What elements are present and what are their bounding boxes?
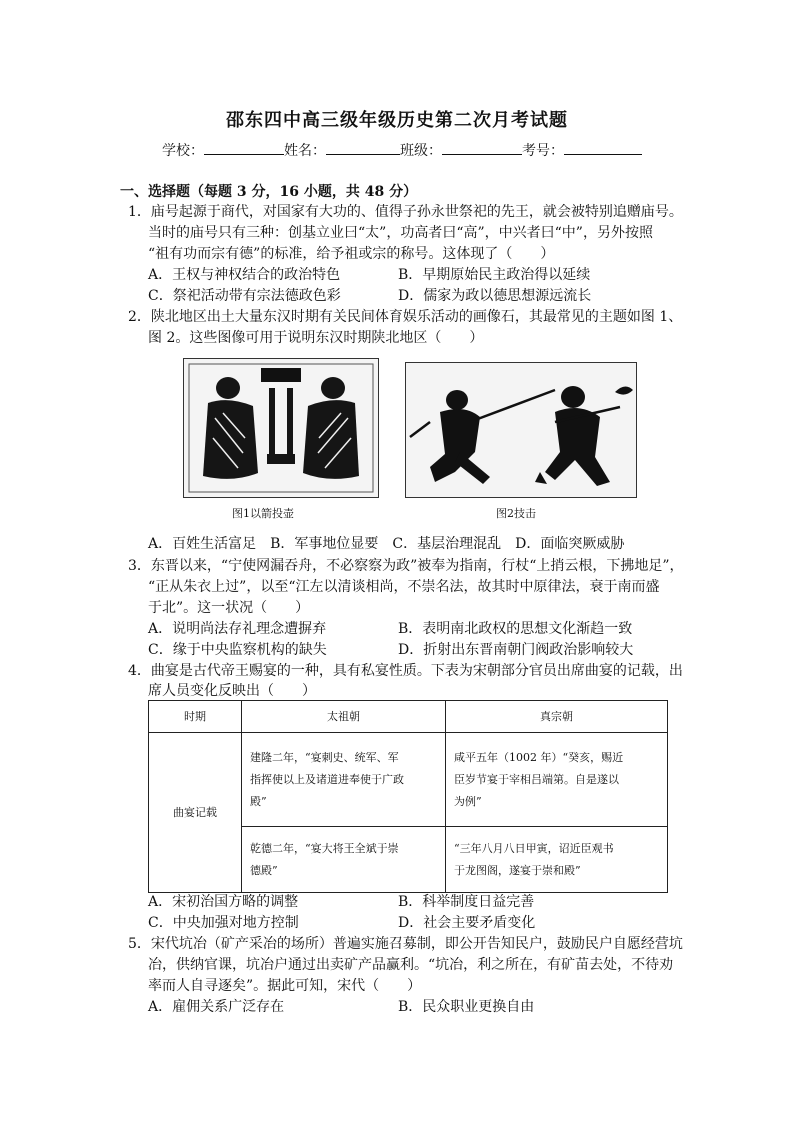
q3-option-c[interactable]: C．缘于中央监察机构的缺失 xyxy=(148,642,327,658)
q3-option-a[interactable]: A．说明尚法存礼理念遭摒弃 xyxy=(148,621,327,637)
table-cell-taizu-1 xyxy=(242,733,446,827)
page-title: 邵东四中高三级年级历史第二次月考试题 xyxy=(226,110,568,131)
cell-text-line: “三年八月八日甲寅，诏近臣观书 xyxy=(453,841,614,855)
q1-option-d[interactable]: D．儒家为政以德思想源远流长 xyxy=(398,288,592,304)
cell-text-line: 为例” xyxy=(453,794,482,808)
table-cell-taizu-2 xyxy=(242,827,446,893)
q1-line-1: 1．庙号起源于商代，对国家有大功的、值得子孙永世祭祀的先王，就会被特别追赠庙号。 xyxy=(128,204,683,220)
cell-text-line: 德殿” xyxy=(250,863,278,877)
cell-text-line: 殿” xyxy=(250,794,267,808)
q1-option-c[interactable]: C．祭祀活动带有宗法德政色彩 xyxy=(148,288,341,304)
banquet-record-table xyxy=(148,700,668,893)
q5-option-a[interactable]: A．雇佣关系广泛存在 xyxy=(148,999,285,1015)
cell-text-line: 乾德二年，“宴大将王全斌于崇 xyxy=(250,841,399,855)
class-blank[interactable] xyxy=(442,140,522,155)
q2-options[interactable]: A．百姓生活富足 B．军事地位显要 C．基层治理混乱 D．面临突厥威胁 xyxy=(148,536,625,552)
cell-text-line: 指挥使以上及诸道进奉使于广政 xyxy=(250,772,404,786)
q4-line-1: 4．曲宴是古代帝王赐宴的一种，具有私宴性质。下表为宋朝部分官员出席曲宴的记载，出 xyxy=(128,663,683,679)
name-blank[interactable] xyxy=(326,140,400,155)
q3-line-1: 3．东晋以来，“宁使网漏吞舟，不必察察为政”被奉为指南，行杖“上捎云根，下拂地足”， xyxy=(128,558,684,574)
q3-line-2: “正从朱衣上过”，以至“江左以清谈相尚，不崇名法，故其时中原律法，衰于南而盛 xyxy=(148,579,660,595)
q2-line-2: 图 2。这些图像可用于说明东汉时期陕北地区（ ） xyxy=(148,330,484,346)
school-blank[interactable] xyxy=(204,140,284,155)
name-label: 姓名： xyxy=(284,143,326,159)
number-label: 考号： xyxy=(522,143,564,159)
q4-option-d[interactable]: D．社会主要矛盾变化 xyxy=(398,915,536,931)
q1-option-a[interactable]: A．王权与神权结合的政治特色 xyxy=(148,267,341,283)
school-label: 学校： xyxy=(162,143,204,159)
q4-option-c[interactable]: C．中央加强对地方控制 xyxy=(148,915,299,931)
number-blank[interactable] xyxy=(564,140,642,155)
cell-text-line: 于龙图阁，遂宴于崇和殿” xyxy=(453,863,581,877)
q1-option-b[interactable]: B．早期原始民主政治得以延续 xyxy=(398,267,591,283)
student-info-row xyxy=(162,140,642,160)
q4-option-a[interactable]: A．宋初治国方略的调整 xyxy=(148,894,299,910)
table-cell-zhenzong-2 xyxy=(445,827,667,893)
figure-1-caption: 图1以箭投壶 xyxy=(232,507,294,520)
table-header-period: 时期 xyxy=(149,701,242,733)
figure-2-image xyxy=(405,362,637,498)
cell-text-line: 咸平五年（1002 年）“癸亥，赐近 xyxy=(453,750,624,764)
cell-text-line: 建隆二年，“宴刺史、统军、军 xyxy=(250,750,399,764)
q4-option-b[interactable]: B．科举制度日益完善 xyxy=(398,894,535,910)
table-row-label: 曲宴记载 xyxy=(149,733,242,893)
q5-line-1: 5．宋代坑冶（矿产采冶的场所）普遍实施召募制，即公开告知民户，鼓励民户自愿经营坑 xyxy=(128,936,683,952)
class-label: 班级： xyxy=(400,143,442,159)
q3-line-3: 于北”。这一状况（ ） xyxy=(148,600,310,616)
figure-1-image xyxy=(183,358,379,498)
q5-option-b[interactable]: B．民众职业更换自由 xyxy=(398,999,535,1015)
cell-text-line: 臣岁节宴于宰相吕端第。自是遂以 xyxy=(453,772,619,786)
table-cell-zhenzong-1 xyxy=(445,733,667,827)
q5-line-2: 冶，供纳官课，坑冶户通过出卖矿产品赢利。“坑冶，利之所在，有矿苗去处，不待劝 xyxy=(148,957,674,973)
table-header-zhenzong: 真宗朝 xyxy=(445,701,667,733)
table-header-taizu: 太祖朝 xyxy=(242,701,446,733)
section-heading: 一、选择题（每题 3 分，16 小题，共 48 分） xyxy=(120,184,418,200)
q3-option-b[interactable]: B．表明南北政权的思想文化渐趋一致 xyxy=(398,621,633,637)
q4-line-2: 席人员变化反映出（ ） xyxy=(148,683,316,699)
q1-line-3: “祖有功而宗有德”的标准，给予祖或宗的称号。这体现了（ ） xyxy=(148,246,555,262)
q5-line-3: 率而人自寻逐矣”。据此可知，宋代（ ） xyxy=(148,978,422,994)
q3-option-d[interactable]: D．折射出东晋南朝门阀政治影响较大 xyxy=(398,642,634,658)
figure-2-caption: 图2技击 xyxy=(496,507,536,520)
q2-line-1: 2．陕北地区出土大量东汉时期有关民间体育娱乐活动的画像石，其最常见的主题如图 1、 xyxy=(128,309,683,325)
q1-line-2: 当时的庙号只有三种：创基立业曰“太”，功高者曰“高”，中兴者曰“中”，另外按照 xyxy=(148,225,653,241)
